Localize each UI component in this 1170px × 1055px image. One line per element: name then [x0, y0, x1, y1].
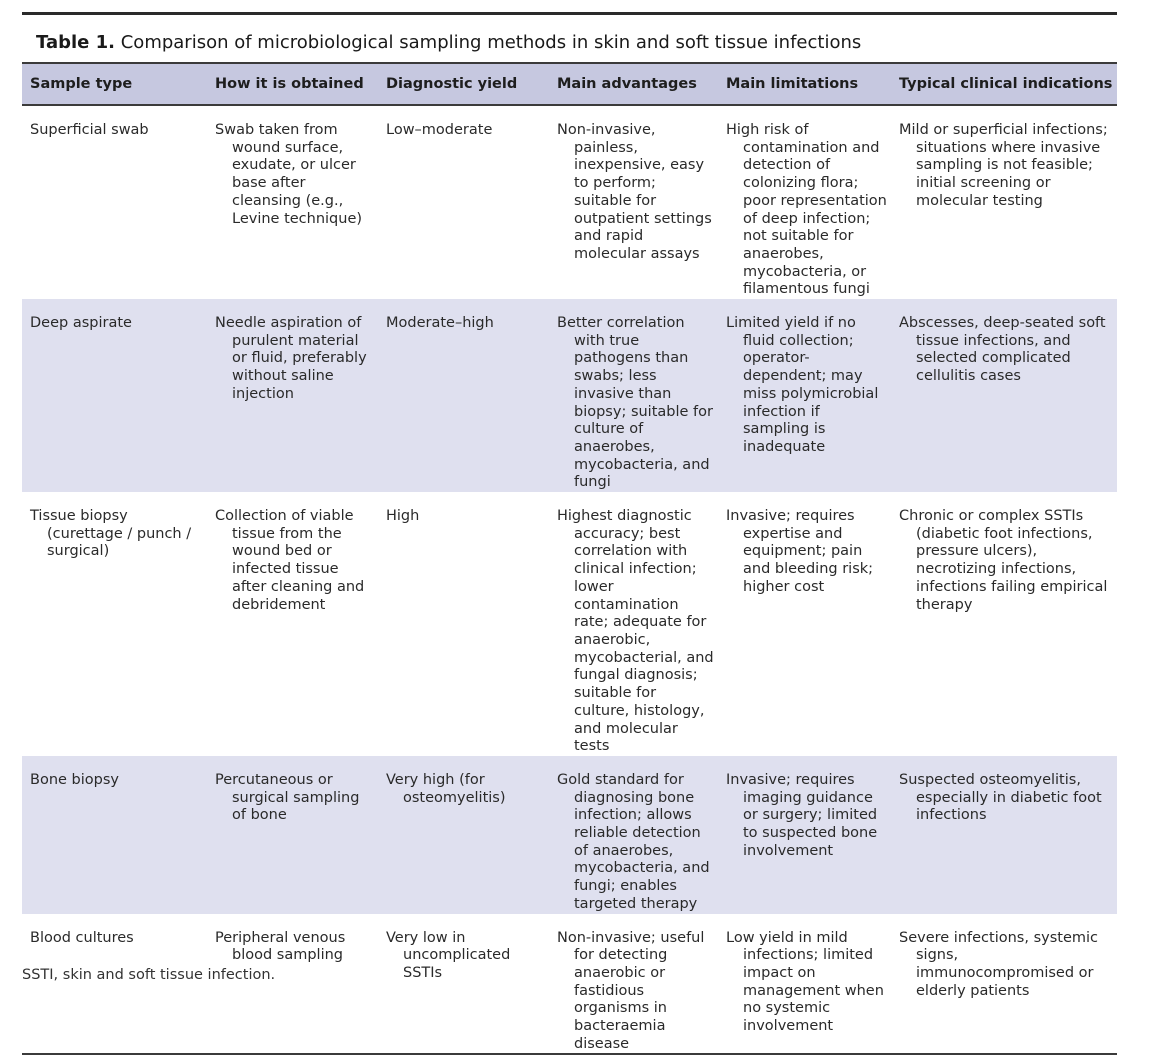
- header-clinical-indications: Typical clinical indications: [891, 63, 1117, 105]
- table-title: Comparison of microbiological sampling methods in skin and soft tissue infections: [120, 32, 862, 53]
- header-main-advantages: Main advantages: [549, 63, 718, 105]
- cell-main-limitations: Invasive; requires imaging guidance or surgery; limited to suspected bone involvement: [726, 771, 878, 859]
- cell-how-obtained: Collection of viable tissue from the wound bed or infected tissue after cleaning and debridement: [215, 508, 365, 613]
- cell-main-advantages: Gold standard for diagnosing bone infection; allows reliable detection of anaerobes, mycobacteria, and fungi; enables targeted therapy: [557, 771, 710, 912]
- table-row: [22, 492, 1117, 756]
- cell-diagnostic-yield: High: [386, 508, 420, 525]
- table-row: [22, 299, 1117, 492]
- table-caption: [36, 32, 861, 53]
- cell-main-limitations: High risk of contamination and detection of colonizing flora; poor representation of deep infection; not suitable for anaerobes, mycobacteria, or filamentous fungi: [726, 122, 887, 298]
- header-main-limitations: Main limitations: [718, 63, 891, 105]
- top-rule: [22, 12, 1117, 15]
- cell-clinical-indications: Suspected osteomyelitis, especially in diabetic foot infections: [899, 771, 1102, 824]
- header-diagnostic-yield: Diagnostic yield: [378, 63, 549, 105]
- cell-sample-type: Superficial swab: [30, 122, 149, 138]
- cell-sample-type: Bone biopsy: [30, 771, 119, 788]
- cell-how-obtained: Percutaneous or surgical sampling of bone: [215, 771, 360, 824]
- cell-sample-type: Tissue biopsy (curettage / punch / surgical): [30, 508, 192, 560]
- header-sample-type: Sample type: [22, 63, 207, 105]
- cell-how-obtained: Peripheral venous blood sampling: [207, 914, 378, 1055]
- cell-how-obtained: Swab taken from wound surface, exudate, or ulcer base after cleansing (e.g., Levine technique): [215, 122, 363, 227]
- cell-main-advantages: Non-invasive; useful for detecting anaerobic or fastidious organisms in bacteraemia disease: [549, 914, 718, 1055]
- table-row: [22, 756, 1117, 914]
- cell-main-limitations: Limited yield if no fluid collection; operator-dependent; may miss polymicrobial infection if sampling is inadequate: [726, 315, 879, 455]
- header-how-obtained: How it is obtained: [207, 63, 378, 105]
- cell-clinical-indications: Severe infections, systemic signs, immunocompromised or elderly patients: [891, 914, 1117, 1055]
- cell-sample-type: Blood cultures: [22, 914, 207, 1055]
- header-row: [22, 63, 1117, 105]
- cell-clinical-indications: Chronic or complex SSTIs (diabetic foot infections, pressure ulcers), necrotizing infections, infections failing empirical therapy: [899, 508, 1108, 613]
- cell-sample-type: Deep aspirate: [30, 315, 132, 332]
- cell-main-limitations: Low yield in mild infections; limited impact on management when no systemic involvement: [718, 914, 891, 1055]
- table-label: Table 1.: [36, 32, 115, 53]
- cell-how-obtained: Needle aspiration of purulent material or fluid, preferably without saline injection: [215, 315, 367, 402]
- cell-main-limitations: Invasive; requires expertise and equipment; pain and bleeding risk; higher cost: [726, 508, 874, 595]
- cell-diagnostic-yield: Very high (for osteomyelitis): [386, 771, 506, 806]
- cell-clinical-indications: Mild or superficial infections; situations where invasive sampling is not feasible; initial screening or molecular testing: [899, 122, 1108, 209]
- cell-clinical-indications: Abscesses, deep-seated soft tissue infections, and selected complicated cellulitis cases: [899, 315, 1106, 385]
- cell-main-advantages: Better correlation with true pathogens than swabs; less invasive than biopsy; suitable for culture of anaerobes, mycobacteria, and fungi: [557, 315, 713, 491]
- cell-main-advantages: Highest diagnostic accuracy; best correlation with clinical infection; lower contamination rate; adequate for anaerobic, mycobacterial, and fungal diagnosis; suitable for culture, histology, and molecular tests: [557, 508, 714, 755]
- table-row: [22, 914, 1117, 1055]
- cell-diagnostic-yield: Very low in uncomplicated SSTIs: [378, 914, 549, 1055]
- cell-diagnostic-yield: Low–moderate: [386, 122, 493, 138]
- cell-diagnostic-yield: Moderate–high: [386, 315, 494, 332]
- table-footnote: SSTI, skin and soft tissue infection.: [22, 967, 276, 983]
- sampling-methods-table: [22, 62, 1117, 1055]
- cell-main-advantages: Non-invasive, painless, inexpensive, easy to perform; suitable for outpatient settings and rapid molecular assays: [557, 122, 712, 262]
- table-row: [22, 105, 1117, 299]
